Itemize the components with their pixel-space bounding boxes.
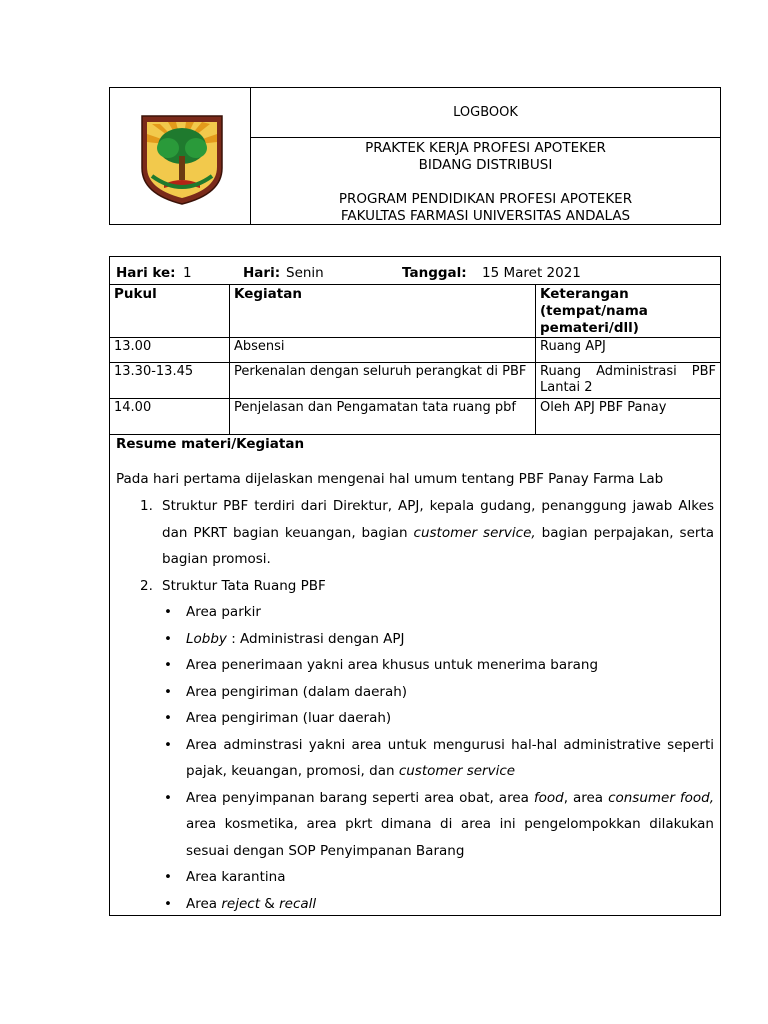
- bullet-text-italic: Lobby: [186, 630, 227, 647]
- subtitle-spacer: [251, 174, 720, 191]
- logbook-title: LOGBOOK: [251, 88, 720, 138]
- bullet-item: [164, 785, 714, 865]
- resume-section: [110, 435, 720, 915]
- cell-kegiatan: Perkenalan dengan seluruh perangkat di PBF: [230, 363, 536, 398]
- bullet-icon: •: [164, 657, 172, 673]
- item1-line2: [162, 520, 714, 547]
- area-bullet-list: [164, 599, 714, 917]
- bullet-item: [164, 679, 714, 706]
- hari-value: Senin: [286, 265, 324, 281]
- bullet-item: [164, 626, 714, 653]
- bullet-icon: •: [164, 869, 172, 885]
- program-subtitle: [251, 138, 720, 224]
- item-number: 1.: [140, 498, 153, 514]
- bullet-icon: •: [164, 683, 172, 700]
- bullet-text-italic: recall: [279, 895, 317, 912]
- bullet-item: [164, 891, 714, 918]
- text-fragment: bagian perpajakan, serta: [535, 524, 715, 541]
- bullet-text: Area pengiriman (luar daerah): [186, 710, 392, 726]
- bullet-icon: •: [164, 736, 172, 753]
- subtitle-line: PROGRAM PENDIDIKAN PROFESI APOTEKER: [338, 191, 633, 207]
- table-row: [110, 399, 720, 435]
- table-header-row: [110, 285, 720, 338]
- bullet-icon: •: [164, 630, 172, 647]
- bullet-text: area kosmetika, area pkrt dimana di area ini pengelompokkan dilakukan sesuai dengan SOP Penyimpanan Barang: [186, 816, 714, 859]
- bullet-item: [164, 599, 714, 626]
- header-kegiatan: Kegiatan: [230, 285, 536, 337]
- bullet-text: , area: [563, 789, 609, 806]
- bullet-text: &: [260, 895, 280, 912]
- cell-kegiatan: Absensi: [230, 338, 536, 362]
- university-logo: [138, 106, 226, 206]
- bullet-item: [164, 864, 714, 891]
- bullet-text: Area parkir: [186, 604, 261, 620]
- bullet-text-italic: customer service: [398, 763, 516, 779]
- tanggal-label: Tanggal:: [402, 265, 467, 281]
- bullet-text-italic: consumer food,: [608, 789, 714, 806]
- item-number: 2.: [140, 578, 153, 594]
- bullet-item: [164, 652, 714, 679]
- bullet-text: Area adminstrasi yakni area untuk mengurusi hal-hal administrative seperti pajak, keuangan, promosi, dan: [186, 736, 714, 779]
- document-header: [109, 87, 721, 225]
- subtitle-line: FAKULTAS FARMASI UNIVERSITAS ANDALAS: [340, 208, 631, 224]
- header-keterangan: Keterangan (tempat/nama pemateri/dll): [540, 286, 648, 336]
- cell-kegiatan: Penjelasan dan Pengamatan tata ruang pbf: [230, 399, 536, 434]
- logo-cell: [110, 88, 251, 224]
- list-item: [140, 573, 714, 600]
- list-item: [140, 493, 715, 573]
- bullet-text-italic: food: [533, 789, 564, 806]
- text-fragment: dan PKRT bagian keuangan, bagian: [162, 524, 414, 541]
- subtitle-line: BIDANG DISTRIBUSI: [418, 157, 553, 173]
- cell-keterangan: Oleh APJ PBF Panay: [540, 400, 667, 415]
- bullet-item: [164, 705, 714, 732]
- hari-ke-label: Hari ke:: [116, 265, 176, 281]
- tanggal-value: 15 Maret 2021: [482, 265, 581, 281]
- subtitle-line: PRAKTEK KERJA PROFESI APOTEKER: [365, 140, 606, 156]
- resume-title: Resume materi/Kegiatan: [116, 436, 305, 452]
- bullet-icon: •: [164, 789, 172, 806]
- item1-line1: Struktur PBF terdiri dari Direktur, APJ, kepala gudang, penanggung jawab Alkes: [162, 498, 714, 514]
- cell-pukul: 13.00: [110, 338, 230, 362]
- bullet-icon: •: [164, 710, 172, 726]
- hari-ke-value: 1: [183, 265, 192, 281]
- table-row: [110, 338, 720, 363]
- schedule-table: [109, 256, 721, 916]
- text-fragment-italic: customer service,: [413, 524, 536, 541]
- bullet-text: Area: [186, 895, 222, 912]
- item2-text: Struktur Tata Ruang PBF: [162, 578, 326, 594]
- bullet-icon: •: [164, 604, 172, 620]
- bullet-icon: •: [164, 895, 172, 912]
- bullet-text: Area penerimaan yakni area khusus untuk menerima barang: [186, 657, 599, 673]
- resume-intro: Pada hari pertama dijelaskan mengenai hal umum tentang PBF Panay Farma Lab: [116, 471, 664, 487]
- bullet-text-italic: reject: [221, 895, 260, 912]
- item1-line3: bagian promosi.: [162, 551, 271, 567]
- cell-pukul: 14.00: [110, 399, 230, 434]
- bullet-text: Area karantina: [186, 869, 286, 885]
- header-pukul: Pukul: [110, 285, 230, 337]
- bullet-text: Area penyimpanan barang seperti area obat, area: [186, 789, 534, 806]
- cell-keterangan: Ruang APJ: [540, 339, 606, 354]
- cell-pukul: 13.30-13.45: [110, 363, 230, 398]
- bullet-text: : Administrasi dengan APJ: [226, 630, 405, 647]
- table-row: [110, 363, 720, 399]
- bullet-text: Area pengiriman (dalam daerah): [186, 683, 408, 700]
- bullet-item: [164, 732, 714, 785]
- hari-label: Hari:: [243, 265, 281, 281]
- day-info-row: [110, 257, 720, 285]
- cell-keterangan: Ruang Administrasi PBF Lantai 2: [540, 364, 716, 395]
